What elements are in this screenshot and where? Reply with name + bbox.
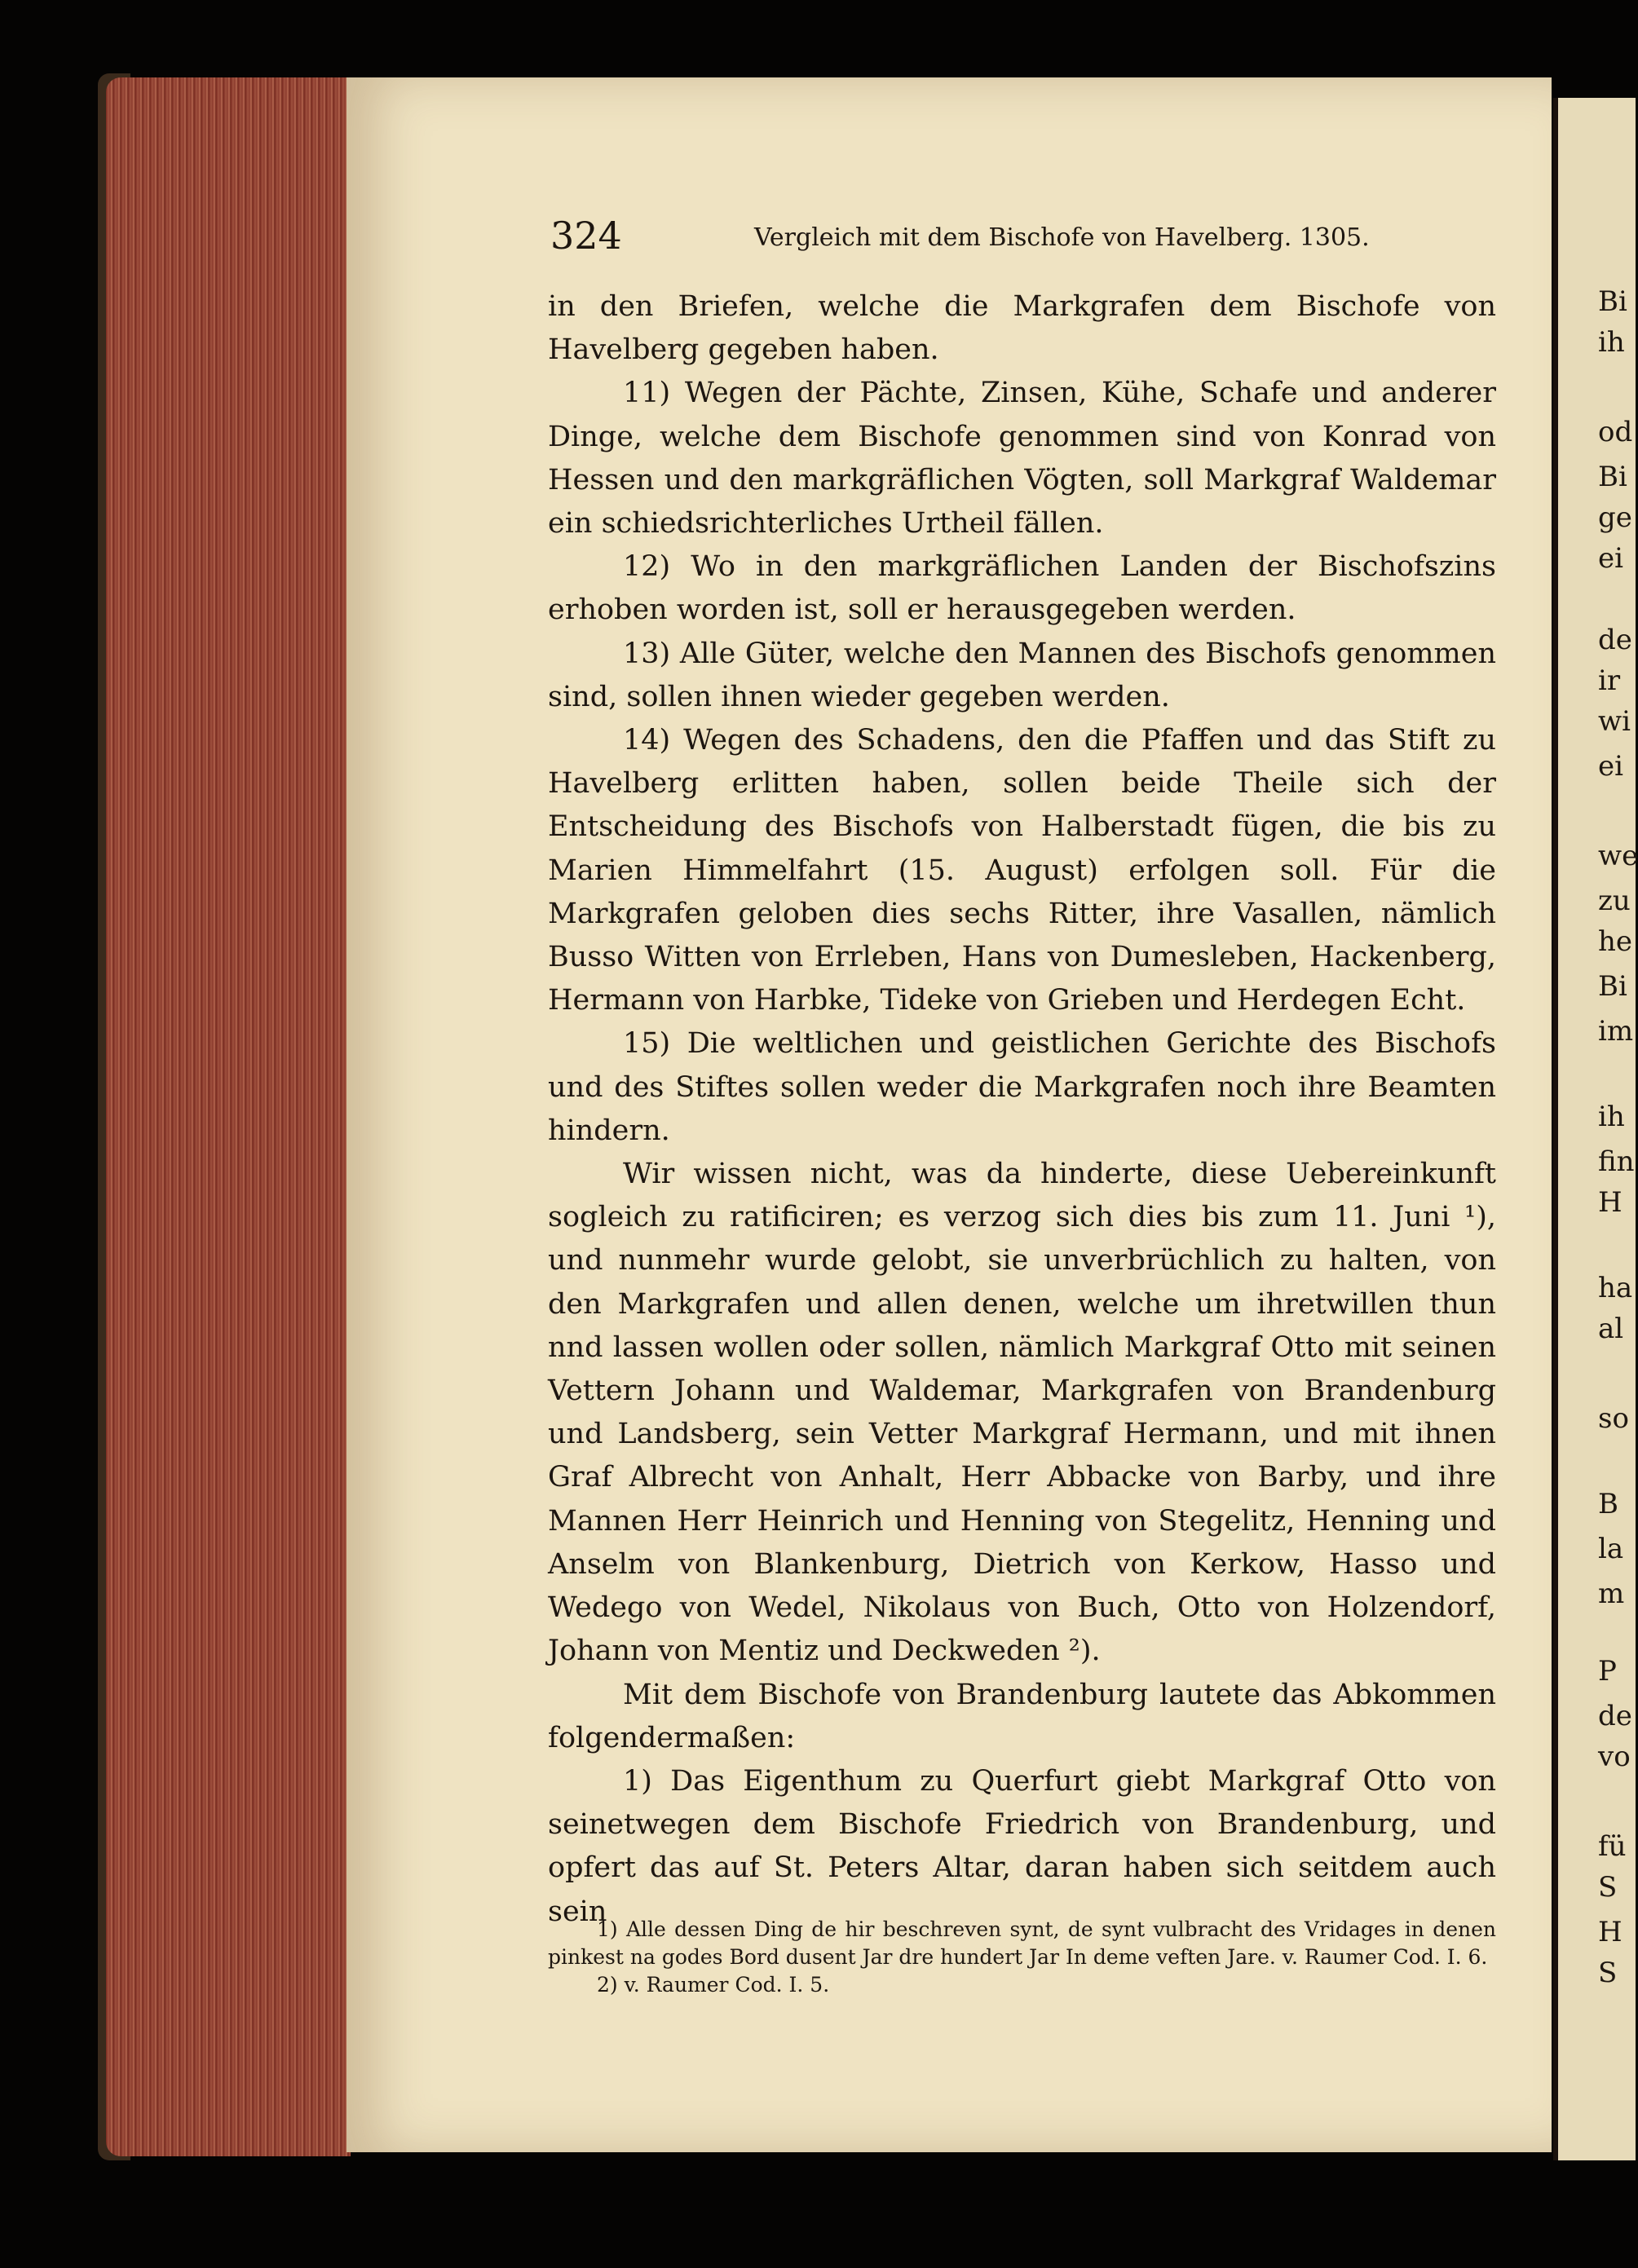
facing-page-fragment: ei [1598,542,1623,575]
facing-page-fragment: wi [1598,705,1631,738]
facing-page-fragment: de [1598,1700,1632,1732]
facing-page-fragment: fin [1598,1145,1635,1178]
facing-page-fragment: S [1598,1957,1618,1989]
footnote: 2) v. Raumer Cod. I. 5. [597,1973,830,1997]
facing-page-fragment: m [1598,1577,1625,1610]
facing-page-fragment: ha [1598,1272,1633,1304]
facing-page-fragment: vo [1598,1741,1631,1773]
page-edges [106,77,351,2156]
paragraph: 15) Die weltlichen und geistlichen Gerichte des Bischofs und des Stiftes sollen weder die Markgrafen noch ihre Beamten hindern. [548,1027,1496,1147]
facing-page-fragment: de [1598,624,1632,656]
facing-page-fragment: Bi [1598,285,1627,318]
facing-page-fragment: im [1598,1015,1634,1048]
paragraph: 13) Alle Güter, welche den Mannen des Bischofs genommen sind, sollen ihnen wieder gegeben werden. [548,637,1496,713]
footnotes [548,1916,1496,1999]
facing-page-fragment: we [1598,840,1638,872]
running-title: Vergleich mit dem Bischofe von Havelberg. 1305. [754,223,1370,252]
body-text [548,285,1496,1934]
facing-page-fragment: ir [1598,664,1621,697]
facing-page-fragment: ei [1598,750,1623,783]
footnote: 1) Alle dessen Ding de hir beschreven synt, de synt vulbracht des Vridages in denen pinkest na godes Bord dusent Jar dre hundert Jar In deme veften Jare. v. Raumer Cod. I. 6. [548,1917,1496,1969]
facing-page-fragment: zu [1598,885,1631,917]
paragraph: in den Briefen, welche die Markgrafen dem Bischofe von Havelberg gegeben haben. [548,290,1496,367]
facing-page-fragment: Bi [1598,461,1627,493]
facing-page-fragment: B [1598,1488,1618,1520]
page-header [550,214,1496,263]
facing-page-fragment: ih [1598,1101,1625,1133]
facing-page-fragment: Bi [1598,970,1627,1003]
facing-page-fragment: ih [1598,326,1625,359]
paragraph: Wir wissen nicht, was da hinderte, diese Uebereinkunft sogleich zu ratificiren; es verzog sich dies bis zum 11. Juni ¹), und nunmehr wurde gelobt, sie unverbrüchlich zu halten, von den Markgrafen und allen denen, welche um ihretwillen thun nnd lassen wollen oder sollen, nämlich Markgraf Otto mit seinen Vettern Johann und Waldemar, Markgrafen von Brandenburg und Landsberg, sein Vetter Markgraf Hermann, und mit ihnen Graf Albrecht von Anhalt, Herr Abbacke von Barby, und ihre Mannen Herr Heinrich und Henning von Stegelitz, Henning und Anselm von Blankenburg, Dietrich von Kerkow, Hasso und Wedego von Wedel, Nikolaus von Buch, Otto von Holzendorf, Johann von Mentiz und Deckweden ²). [548,1158,1496,1668]
facing-page-fragment: H [1598,1186,1623,1219]
facing-page-fragment: S [1598,1871,1618,1904]
facing-page-fragment: so [1598,1402,1629,1435]
paragraph: 12) Wo in den markgräflichen Landen der Bischofszins erhoben worden ist, soll er herausgegeben werden. [548,550,1496,627]
facing-page-fragment: he [1598,925,1633,958]
facing-page-fragment: P [1598,1655,1617,1688]
facing-page-fragment: al [1598,1313,1624,1345]
paragraph: Mit dem Bischofe von Brandenburg lautete das Abkommen folgendermaßen: [548,1678,1496,1754]
facing-page-fragment: fü [1598,1830,1627,1863]
page-number: 324 [550,214,622,258]
facing-page-fragment: la [1598,1533,1624,1565]
paragraph: 1) Das Eigenthum zu Querfurt giebt Markgraf Otto von seinetwegen dem Bischofe Friedrich von Brandenburg, und opfert das auf St. Peters Altar, daran haben sich seitdem auch sein [548,1764,1496,1928]
paragraph: 14) Wegen des Schadens, den die Pfaffen und das Stift zu Havelberg erlitten haben, sollen beide Theile sich der Entscheidung des Bischofs von Halberstadt fügen, die bis zu Marien Himmelfahrt (15. August) erfolgen soll. Für die Markgrafen geloben dies sechs Ritter, ihre Vasallen, nämlich Busso Witten von Errleben, Hans von Dumesleben, Hackenberg, Hermann von Harbke, Tideke von Grieben und Herdegen Echt. [548,724,1496,1017]
paragraph: 11) Wegen der Pächte, Zinsen, Kühe, Schafe und anderer Dinge, welche dem Bischofe genommen sind von Konrad von Hessen und den markgräflichen Vögten, soll Markgraf Waldemar ein schiedsrichterliches Urtheil fällen. [548,377,1496,541]
facing-page-fragment: ge [1598,501,1632,534]
facing-page-fragment: H [1598,1916,1623,1948]
facing-page-fragment: od [1598,416,1633,448]
